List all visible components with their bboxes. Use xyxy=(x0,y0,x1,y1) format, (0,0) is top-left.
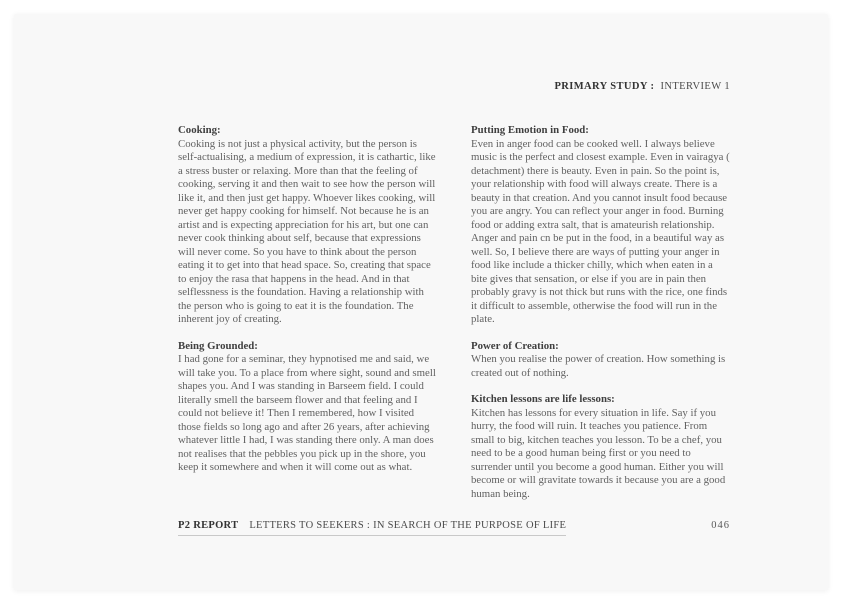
section-body: Cooking is not just a physical activity, but the person is self-actualising, a medium of expression, it is cathartic, like a stress buster or relaxing. More than that the feeling of cooking, serving it and then wait to see how the person will like it, and then just get happy. Whoever likes cooking, will never get happy cooking for himself. Not because he is an artist and is expecting appreciation for his art, but one can never cook thinking about self, because that expressions will never come. So you have to think about the person eating it to get into that head space. So, creating that space to enjoy the rasa that happens in the head. And in that selflessness is the foundation. Having a relationship with the person who is going to eat it is the foundation. The inherent joy of creating. xyxy=(178,137,436,325)
page-header xyxy=(554,81,730,92)
section-body: Kitchen has lessons for every situation in life. Say if you hurry, the food will ruin. It teaches you patience. From small to big, kitchen teaches you lesson. To be a chef, you need to be a good human being first or you need to surrender until you become a good human. Either you will become or will gravitate towards it because you are a good human being. xyxy=(471,406,726,500)
header-interview-label: INTERVIEW 1 xyxy=(660,81,730,92)
header-study-label: PRIMARY STUDY : xyxy=(554,81,655,92)
report-page xyxy=(14,14,828,590)
section-body: When you realise the power of creation. How something is created out of nothing. xyxy=(471,353,726,379)
content-columns xyxy=(178,124,731,514)
footer-report-title: LETTERS TO SEEKERS : IN SEARCH OF THE PURPOSE OF LIFE xyxy=(249,520,567,531)
section-heading: Kitchen lessons are life lessons: xyxy=(471,393,615,405)
page-footer xyxy=(178,520,730,536)
section-kitchen-lessons xyxy=(471,393,731,501)
section-cooking xyxy=(178,124,438,327)
footer-report-label: P2 REPORT xyxy=(178,520,239,531)
section-being-grounded xyxy=(178,340,438,475)
section-heading: Putting Emotion in Food: xyxy=(471,124,589,136)
section-body: I had gone for a seminar, they hypnotised me and said, we will take you. To a place from where sight, sound and smell shapes you. And I was standing in Barseem field. I could literally smell the barseem flower and that feeling and I could not believe it! Then I remembered, how I visited those fields so long ago and after 26 years, after achieving whatever little I had, I was standing there only. A man does not realises that the pebbles you pick up in the shore, you keep it somewhere and when it will come out as what. xyxy=(178,353,436,473)
section-body: Even in anger food can be cooked well. I always believe music is the perfect and closest example. Even in vairagya ( detachment) there is beauty. Even in pain. So the point is, your relationship with food will always create. There is a beauty in that creation. And you cannot insult food because you are angry. You can reflect your anger in food. Burning food or adding extra salt, that is amateurish relationship. Anger and pain cn be put in the food, in a beautiful way as well. So, I believe there are ways of putting your anger in food like include a thicker chilly, which when eaten in a bite gives that sensation, or else if you are in pain then probably gravy is not thick but runs with the rice, one finds it difficult to assemble, otherwise the food will run in the plate. xyxy=(471,137,730,325)
section-putting-emotion-in-food xyxy=(471,124,731,327)
section-power-of-creation xyxy=(471,340,731,381)
right-column xyxy=(471,124,731,514)
footer-report-line xyxy=(178,520,566,536)
section-heading: Cooking: xyxy=(178,124,221,136)
left-column xyxy=(178,124,438,514)
section-heading: Power of Creation: xyxy=(471,339,559,352)
page-number: 046 xyxy=(711,520,730,531)
section-heading: Being Grounded: xyxy=(178,339,258,352)
